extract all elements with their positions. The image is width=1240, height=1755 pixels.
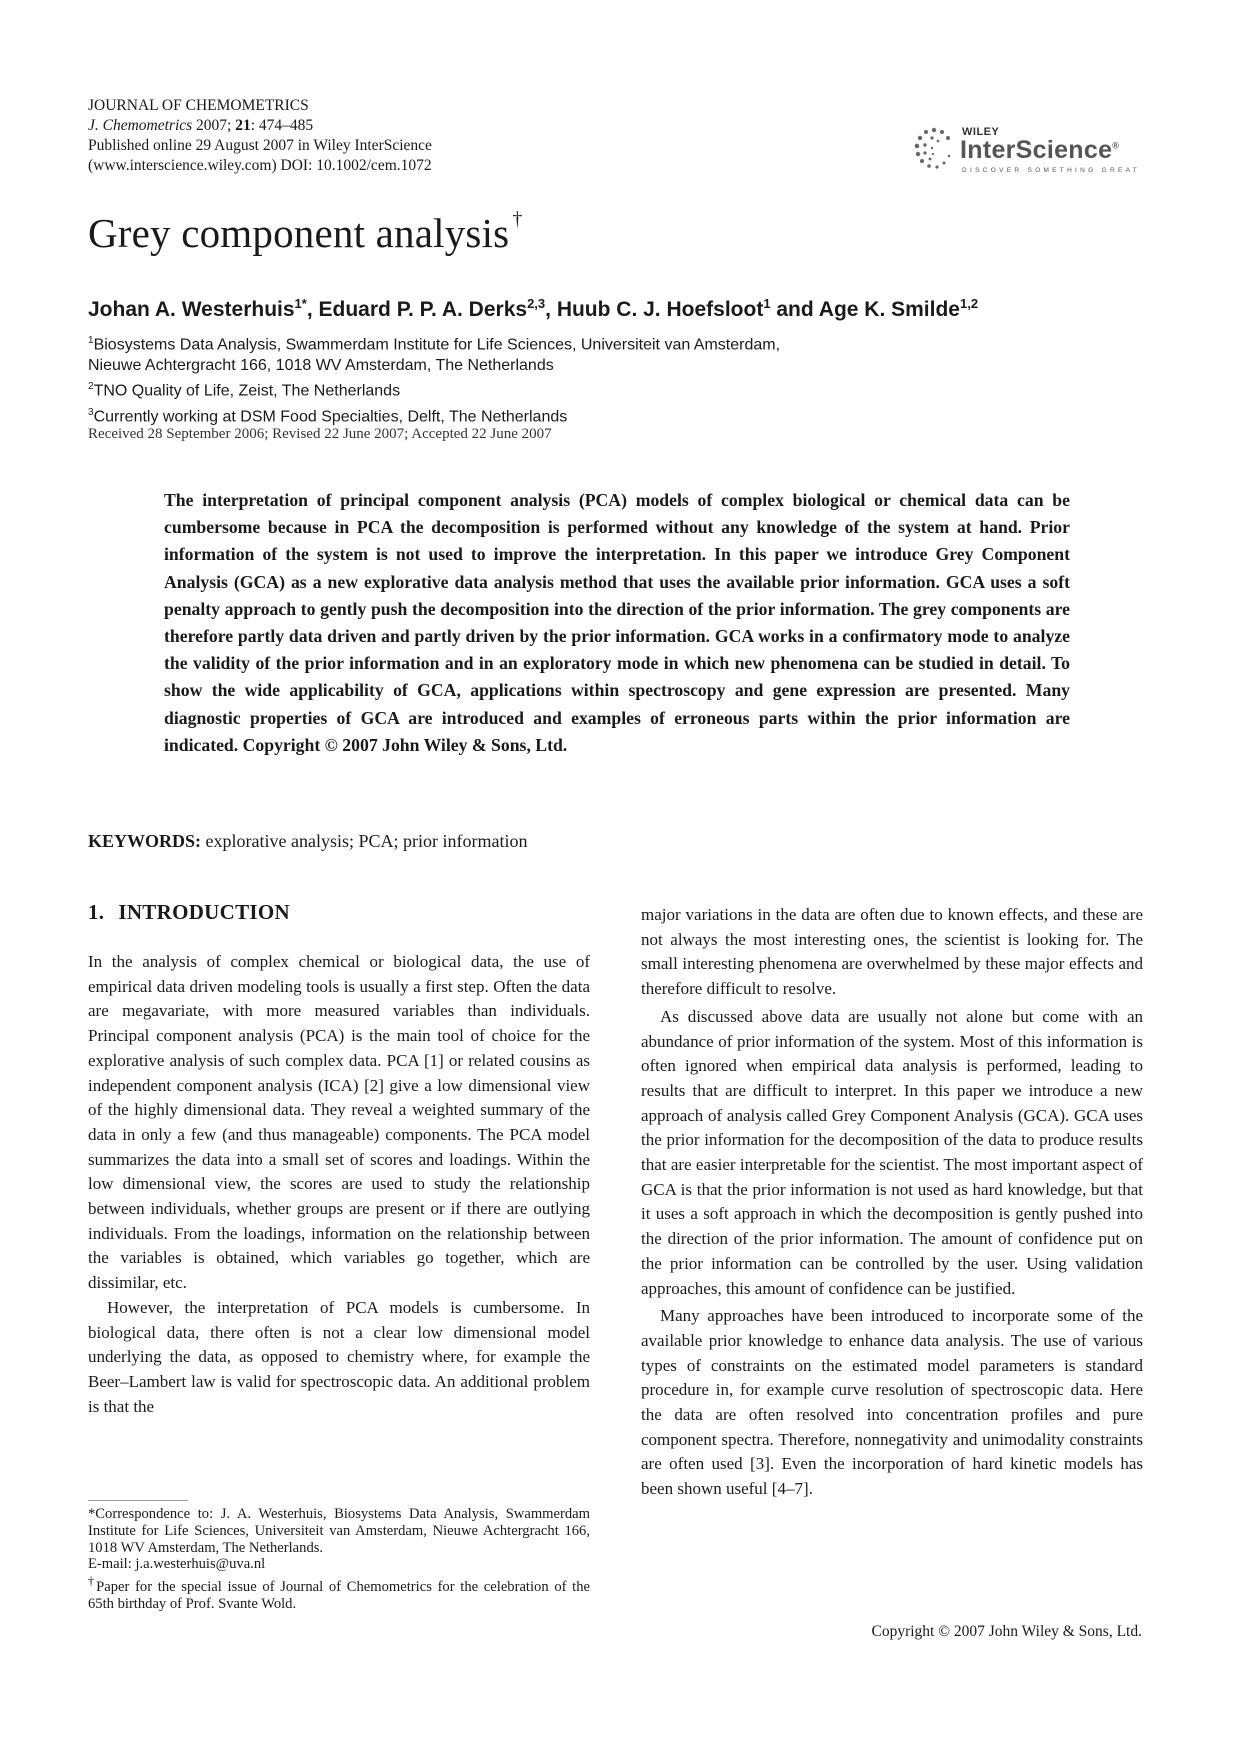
affiliation (88, 355, 780, 376)
brand-text: InterScience (960, 136, 1113, 164)
dot-swirl-icon (912, 126, 956, 170)
keywords (88, 831, 527, 852)
author-name: Huub C. J. Hoefsloot (556, 298, 764, 321)
author-name: Johan A. Westerhuis (88, 298, 295, 321)
footnote-divider (88, 1500, 188, 1501)
paper-title (88, 208, 523, 257)
author-affiliation-marker: 1 (763, 296, 771, 311)
correspondence-footnote: *Correspondence to: J. A. Westerhuis, Biosystems Data Analysis, Swammerdam Institute for Life Sciences, Universiteit van Amsterdam, Nieuwe Achtergracht 166, 1018 WV Amsterdam, The Netherlands. (88, 1506, 590, 1556)
journal-name: JOURNAL OF CHEMOMETRICS (88, 97, 309, 114)
body-paragraph: As discussed above data are usually not alone but come with an abundance of prior information of the system. Most of this information is often ignored when empirical data analysis is performed, leading to results that are difficult to interpret. In this paper we introduce a new approach of analysis called Grey Component Analysis (GCA). GCA uses the prior information for the decomposition of the data to produce results that are easier interpretable for the scientist. The most important aspect of GCA is that the prior information is not used as hard knowledge, but that it uses a soft approach in which the decomposition is gently pushed into the direction of the prior information. The amount of confidence put on the prior information can be controlled by the user. Using validation approaches, this amount of confidence can be justified. (641, 1006, 1143, 1298)
author-name: Eduard P. P. A. Derks (318, 298, 528, 321)
special-issue-text: Paper for the special issue of Journal of Chemometrics for the celebration of the 65th birthday of Prof. Svante Wold. (88, 1579, 591, 1612)
title-dagger: † (512, 208, 523, 230)
submission-dates: Received 28 September 2006; Revised 22 June 2007; Accepted 22 June 2007 (88, 426, 552, 442)
title-text: Grey component analysis (88, 210, 510, 256)
keywords-label: KEYWORDS: (88, 831, 202, 851)
affiliation-marker: 2 (88, 381, 94, 393)
doi-line: (www.interscience.wiley.com) DOI: 10.1002/cem.1072 (88, 157, 432, 174)
left-column (88, 900, 590, 1419)
citation-year: 2007; (192, 117, 236, 134)
wiley-wordmark: WILEY (962, 126, 1000, 138)
author-affiliation-marker: 1,2 (959, 296, 979, 311)
right-column (641, 903, 1143, 1502)
citation-pages: : 474–485 (250, 117, 314, 134)
author-list (88, 296, 978, 322)
section-number: 1. (88, 900, 105, 924)
author-affiliation-marker: 1* (294, 296, 307, 311)
affiliation-text: Currently working at DSM Food Specialties, Delft, The Netherlands (93, 407, 568, 425)
affiliation-text: Biosystems Data Analysis, Swammerdam Institute for Life Sciences, Universiteit van Amsterdam, (93, 336, 781, 354)
email-footnote: E-mail: j.a.westerhuis@uva.nl (88, 1556, 266, 1573)
section-title: INTRODUCTION (118, 900, 290, 924)
author-affiliation-marker: 2,3 (527, 296, 546, 311)
citation-journal: J. Chemometrics (88, 117, 193, 134)
keywords-text: explorative analysis; PCA; prior information (201, 831, 528, 851)
affiliation-marker: 1 (88, 335, 94, 346)
page-copyright: Copyright © 2007 John Wiley & Sons, Ltd. (871, 1623, 1142, 1640)
affiliation (88, 376, 780, 401)
affiliation-text: Nieuwe Achtergracht 166, 1018 WV Amsterdam, The Netherlands (88, 357, 554, 375)
affiliation-list (88, 330, 780, 427)
citation-volume: 21 (235, 117, 251, 134)
published-line: Published online 29 August 2007 in Wiley InterScience (88, 137, 432, 154)
journal-citation (88, 116, 608, 136)
author-separator: , (545, 298, 557, 321)
affiliation (88, 330, 780, 355)
affiliation (88, 402, 780, 427)
special-issue-footnote (88, 1573, 590, 1612)
body-paragraph: In the analysis of complex chemical or biological data, the use of empirical data driven modeling tools is usually a first step. Often the data are megavariate, with more measured variables than individuals. Principal component analysis (PCA) is the main tool of choice for the explorative analysis of such complex data. PCA [1] or related cousins as independent component analysis (ICA) [2] give a low dimensional view of the highly dimensional data. They reveal a weighted summary of the data in only a few (and thus manageable) components. The PCA model summarizes the data into a small set of scores and loadings. Within the low dimensional view, the scores are used to study the relationship between individuals, whether groups are present or if there are outlying individuals. From the loadings, information on the relationship between the variables is obtained, which variables go together, which are dissimilar, etc. (88, 952, 590, 1293)
interscience-wordmark (960, 136, 1119, 165)
author-separator: , (306, 298, 319, 321)
abstract: The interpretation of principal component analysis (PCA) models of complex biological or chemical data can be cumbersome because in PCA the decomposition is performed without any knowledge of the system at hand. Prior information of the system is not used to improve the interpretation. In this paper we introduce Grey Component Analysis (GCA) as a new explorative data analysis method that uses the available prior information. GCA uses a soft penalty approach to gently push the decomposition into the direction of the prior information. The grey components are therefore partly data driven and partly driven by the prior information. GCA works in a confirmatory mode to analyze the validity of the prior information and in an exploratory mode in which new phenomena can be studied in detail. To show the wide applicability of GCA, applications within spectroscopy and gene expression are presented. Many diagnostic properties of GCA are introduced and examples of erroneous parts within the prior information are indicated. Copyright © 2007 John Wiley & Sons, Ltd. (164, 490, 1070, 755)
footnote-dagger: † (88, 1574, 97, 1589)
logo-tagline: DISCOVER SOMETHING GREAT (962, 167, 1141, 174)
body-paragraph: major variations in the data are often due to known effects, and these are not always the most interesting ones, the scientist is looking for. The small interesting phenomena are overwhelmed by these major effects and therefore difficult to resolve. (641, 905, 1143, 999)
affiliation-text: TNO Quality of Life, Zeist, The Netherlands (93, 382, 401, 400)
footnotes (88, 1506, 590, 1613)
registered-mark: ® (1112, 140, 1120, 151)
section-heading (88, 900, 590, 925)
author-separator: and (770, 298, 819, 321)
affiliation-marker: 3 (88, 406, 94, 418)
interscience-logo (912, 124, 1142, 180)
author-name: Age K. Smilde (818, 298, 960, 321)
body-paragraph: However, the interpretation of PCA models is cumbersome. In biological data, there often is not a clear low dimensional model underlying the data, as opposed to chemistry where, for example the Beer–Lambert law is valid for spectroscopic data. An additional problem is that the (88, 1297, 590, 1416)
journal-header (88, 96, 608, 176)
body-paragraph: Many approaches have been introduced to incorporate some of the available prior knowledge to enhance data analysis. The use of various types of constraints on the estimated model parameters is standard procedure in, for example curve resolution of spectroscopic data. Here the data are often resolved into concentration profiles and pure component spectra. Therefore, nonnegativity and unimodality constraints are often used [3]. Even the incorporation of hard kinetic models has been shown useful [4–7]. (641, 1306, 1143, 1499)
